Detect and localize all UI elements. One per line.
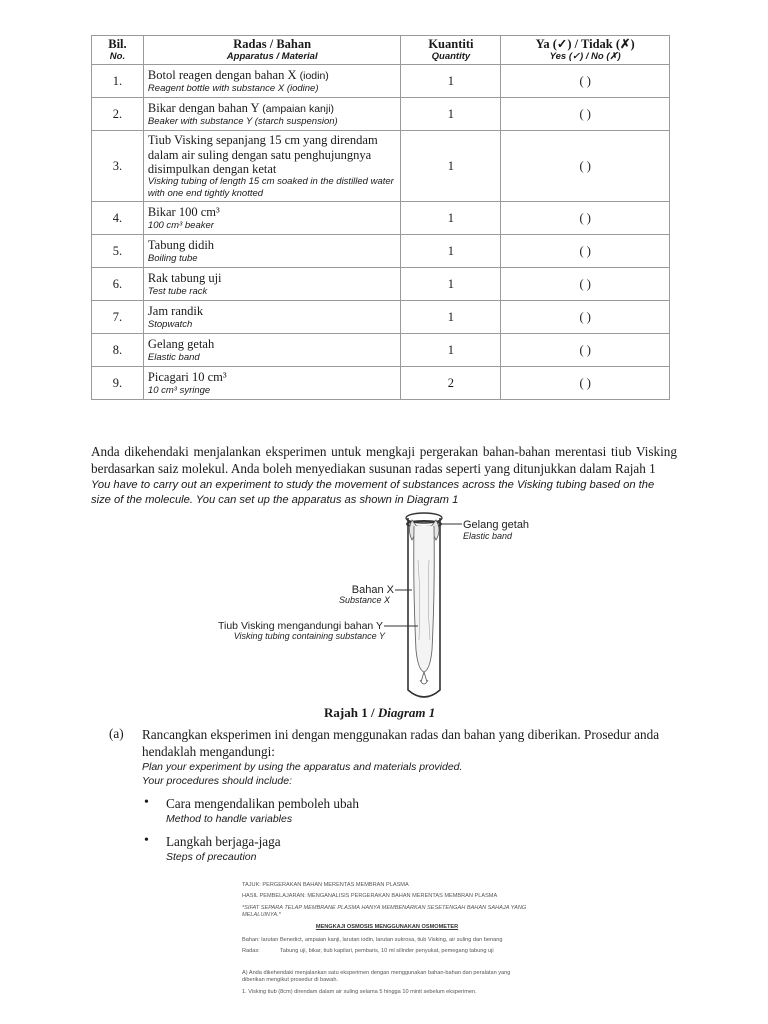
cell-quantity: 1 <box>401 131 501 202</box>
notes-title: TAJUK: PERGERAKAN BAHAN MERENTAS MEMBRAN PLASMA <box>242 882 409 888</box>
cell-check: ( ) <box>501 301 670 334</box>
cell-no: 4. <box>92 202 144 235</box>
table-row <box>92 268 670 301</box>
cell-check: ( ) <box>501 334 670 367</box>
cell-no: 7. <box>92 301 144 334</box>
question-a <box>109 726 669 864</box>
header-item: Radas / Bahan Apparatus / Material <box>143 36 401 65</box>
intro-paragraph <box>91 443 677 508</box>
cell-check: ( ) <box>501 65 670 98</box>
cell-check: ( ) <box>501 202 670 235</box>
label-substance-x-en: Substance X <box>338 595 390 605</box>
table-row <box>92 65 670 98</box>
label-elastic-band-ms: Gelang getah <box>463 519 530 531</box>
cell-item: Bikar dengan bahan Y (ampaian kanji) Beaker with substance Y (starch suspension) <box>143 98 401 131</box>
cell-no: 2. <box>92 98 144 131</box>
question-text-en2: Your procedures should include: <box>142 775 293 787</box>
table-header-row <box>92 36 670 65</box>
cell-check: ( ) <box>501 367 670 400</box>
notes-section <box>242 882 532 1000</box>
bullet-variables: • Cara mengendalikan pemboleh ubah Method to handle variables <box>144 795 359 825</box>
header-quantity: Kuantiti Quantity <box>401 36 501 65</box>
cell-quantity: 1 <box>401 301 501 334</box>
cell-check: ( ) <box>501 268 670 301</box>
cell-quantity: 1 <box>401 268 501 301</box>
label-elastic-band-en: Elastic band <box>463 531 513 541</box>
cell-no: 8. <box>92 334 144 367</box>
cell-item: Botol reagen dengan bahan X (iodin) Reagent bottle with substance X (iodine) <box>143 65 401 98</box>
cell-item: Tabung didih Boiling tube <box>143 235 401 268</box>
intro-text-en: You have to carry out an experiment to study the movement of substances across the Visking tubing based on the size of the molecule. You can set up the apparatus as shown in Diagram 1 <box>91 479 655 506</box>
diagram-caption: Rajah 1 / Diagram 1 <box>324 705 436 720</box>
cell-item: Jam randik Stopwatch <box>143 301 401 334</box>
cell-no: 5. <box>92 235 144 268</box>
cell-quantity: 1 <box>401 334 501 367</box>
notes-materials: Bahan: larutan Benedict, ampaian kanji, larutan iodin, larutan sukrosa, tiub Visking, air suling dan benang <box>242 937 503 944</box>
cell-item: Gelang getah Elastic band <box>143 334 401 367</box>
cell-quantity: 2 <box>401 367 501 400</box>
table-row <box>92 202 670 235</box>
label-visking-en: Visking tubing containing substance Y <box>233 631 385 641</box>
bullet-precaution: • Langkah berjaga-jaga Steps of precaution <box>144 833 281 863</box>
cell-check: ( ) <box>501 131 670 202</box>
table-row <box>92 235 670 268</box>
notes-heading: MENGKAJI OSMOSIS MENGGUNAKAN OSMOMETER <box>315 923 459 930</box>
cell-item: Picagari 10 cm³ 10 cm³ syringe <box>143 367 401 400</box>
table-row <box>92 98 670 131</box>
cell-no: 6. <box>92 268 144 301</box>
notes-outcome: HASIL PEMBELAJARAN: MENGANALISIS PERGERAKAN BAHAN MERENTAS MEMBRAN PLASMA <box>242 893 498 900</box>
cell-quantity: 1 <box>401 235 501 268</box>
notes-property: *SIFAT SEPARA TELAP MEMBRANE PLASMA HANYA MEMBENARKAN SESETENGAH BAHAN SAHAJA YANG MELALUINYA.* <box>242 904 527 919</box>
notes-instruction: A) Anda dikehendaki menjalankan satu eksperimen dengan menggunakan bahan-bahan dan peralatan yang diberikan mengikut prosedur di bawah. <box>242 969 511 984</box>
bullet-dot: • <box>144 795 149 810</box>
cell-quantity: 1 <box>401 65 501 98</box>
cell-check: ( ) <box>501 235 670 268</box>
question-label: (a) <box>109 726 124 741</box>
bullet-dot: • <box>144 833 149 848</box>
label-visking-ms: Tiub Visking mengandungi bahan Y <box>217 620 383 632</box>
question-text-ms: Rancangkan eksperimen ini dengan menggunakan radas dan bahan yang diberikan. Prosedur anda hendaklah mengandungi: <box>142 727 660 759</box>
header-no: Bil. No. <box>92 36 144 65</box>
cell-quantity: 1 <box>401 98 501 131</box>
notes-apparatus: Radas: Tabung uji, bikar, tiub kapilari, pembaris, 10 ml silinder penyukat, pemegang tabung uji <box>242 948 494 955</box>
cell-no: 1. <box>92 65 144 98</box>
cell-item: Rak tabung uji Test tube rack <box>143 268 401 301</box>
notes-step-1: 1. Visking tiub (8cm) direndam dalam air suling selama 5 hingga 10 minit sebelum eksperimen. <box>242 988 477 995</box>
table-row <box>92 131 670 202</box>
question-text-en1: Plan your experiment by using the apparatus and materials provided. <box>142 761 463 773</box>
diagram-boiling-tube <box>200 500 540 705</box>
cell-no: 3. <box>92 131 144 202</box>
table-body <box>92 65 670 400</box>
table-row <box>92 367 670 400</box>
cell-item: Bikar 100 cm³ 100 cm³ beaker <box>143 202 401 235</box>
apparatus-table <box>91 35 670 400</box>
cell-quantity: 1 <box>401 202 501 235</box>
visking-tubing <box>414 526 435 672</box>
table-row <box>92 301 670 334</box>
table-row <box>92 334 670 367</box>
intro-text-ms: Anda dikehendaki menjalankan eksperimen untuk mengkaji pergerakan bahan-bahan merentasi tiub Visking berdasarkan saiz molekul. Anda boleh menyediakan susunan radas seperti yang ditunjukkan dalam Rajah 1 <box>91 444 677 476</box>
cell-no: 9. <box>92 367 144 400</box>
cell-item: Tiub Visking sepanjang 15 cm yang direndam dalam air suling dengan satu penghujungnya disimpulkan dengan ketat Visking tubing of length 15 cm soaked in the distilled water with one end tightly knotted <box>143 131 401 202</box>
header-yes-no: Ya (✓) / Tidak (✗) Yes (✓) / No (✗) <box>501 36 670 65</box>
label-substance-x-ms: Bahan X <box>351 584 394 596</box>
cell-check: ( ) <box>501 98 670 131</box>
